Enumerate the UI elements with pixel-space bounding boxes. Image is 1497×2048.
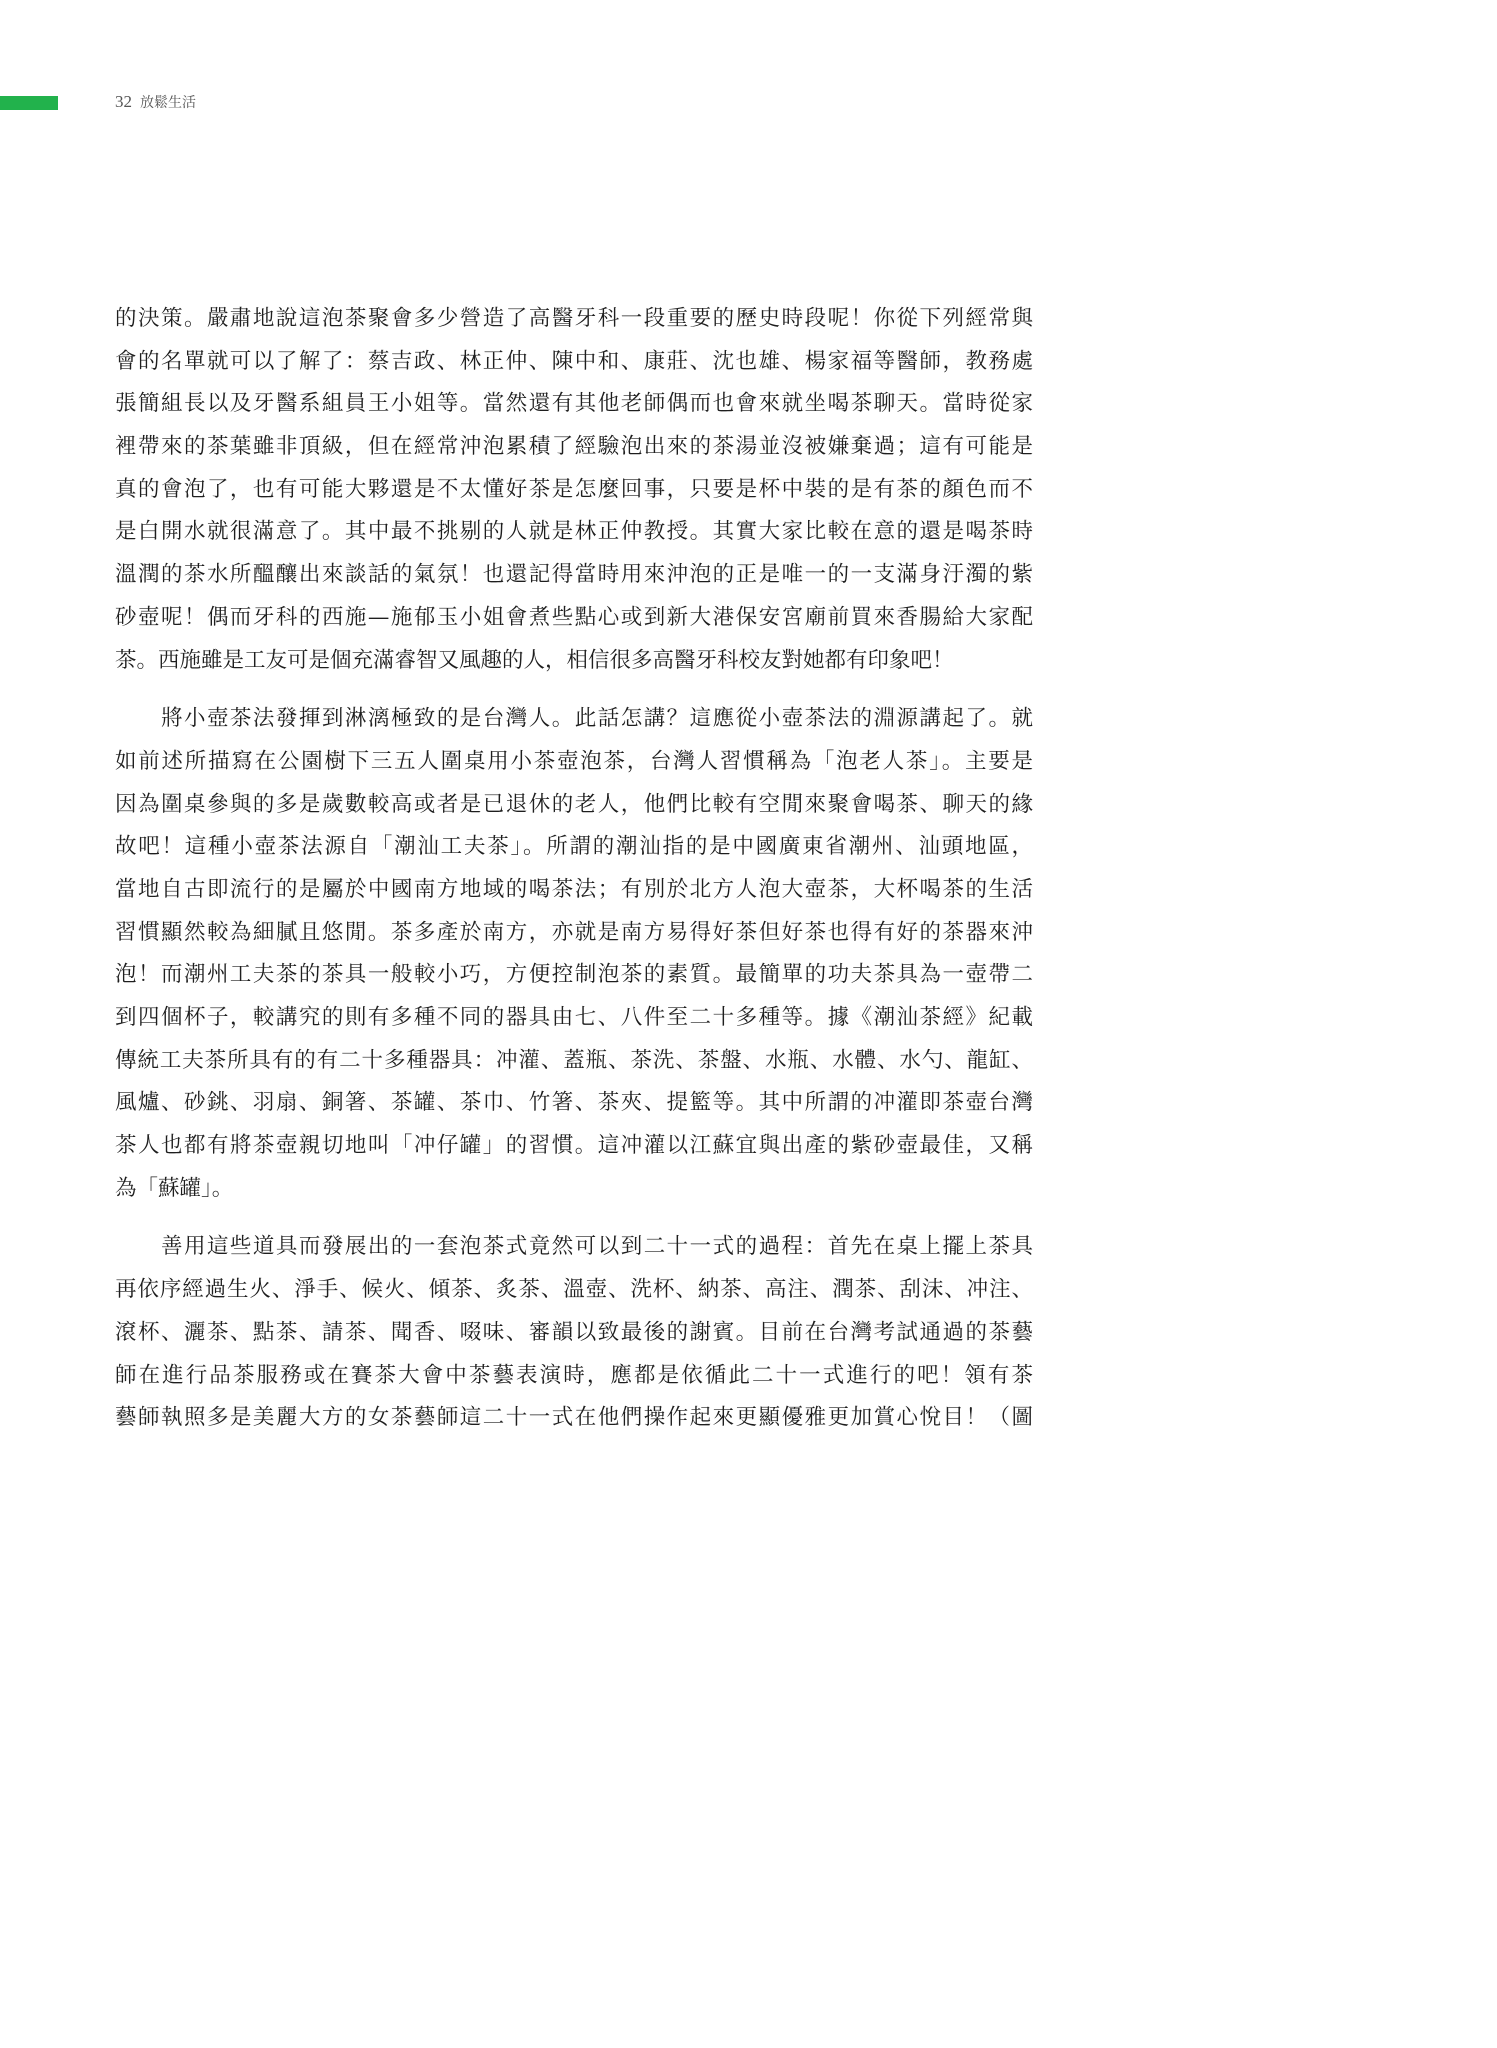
text-line: 是白開水就很滿意了。其中最不挑剔的人就是林正仲教授。其實大家比較在意的還是喝茶時 — [115, 519, 1033, 545]
text-line: 真的會泡了，也有可能大夥還是不太懂好茶是怎麼回事，只要是杯中裝的是有茶的顏色而不 — [115, 476, 1033, 502]
text-line: 滾杯、灑茶、點茶、請茶、聞香、啜味、審韻以致最後的謝賓。目前在台灣考試通過的茶藝 — [115, 1319, 1033, 1345]
text-line: 溫潤的茶水所醞釀出來談話的氣氛！也還記得當時用來沖泡的正是唯一的一支滿身汙濁的紫 — [115, 562, 1033, 588]
text-line: 如前述所描寫在公園樹下三五人圍桌用小茶壺泡茶，台灣人習慣稱為「泡老人茶」。主要是 — [115, 748, 1033, 774]
text-line: 張簡組長以及牙醫系組員王小姐等。當然還有其他老師偶而也會來就坐喝茶聊天。當時從家 — [115, 391, 1033, 417]
paragraph-1 — [115, 298, 1033, 682]
section-color-bar — [0, 96, 58, 110]
text-line: 傳統工夫茶所具有的有二十多種器具：冲灌、蓋瓶、茶洗、茶盤、水瓶、水體、水勺、龍缸、 — [115, 1047, 1033, 1073]
page-header — [115, 92, 196, 114]
text-line: 當地自古即流行的是屬於中國南方地域的喝茶法；有別於北方人泡大壺茶，大杯喝茶的生活 — [115, 876, 1033, 902]
text-line: 砂壺呢！偶而牙科的西施—施郁玉小姐會煮些點心或到新大港保安宮廟前買來香腸給大家配 — [115, 604, 1033, 630]
text-line: 茶人也都有將茶壺親切地叫「冲仔罐」的習慣。這冲灌以江蘇宜與出產的紫砂壺最佳，又稱 — [115, 1133, 1033, 1159]
running-title: 放鬆生活 — [140, 95, 196, 111]
text-line: 習慣顯然較為細膩且悠閒。茶多產於南方，亦就是南方易得好茶但好茶也得有好的茶器來沖 — [115, 919, 1033, 945]
text-line: 的決策。嚴肅地說這泡茶聚會多少營造了高醫牙科一段重要的歷史時段呢！你從下列經常與 — [115, 306, 1033, 331]
text-line: 茶。西施雖是工友可是個充滿睿智又風趣的人，相信很多高醫牙科校友對她都有印象吧！ — [115, 647, 954, 673]
text-line: 風爐、砂銚、羽扇、銅箸、茶罐、茶巾、竹箸、茶夾、提籃等。其中所謂的冲灌即茶壺台灣 — [115, 1090, 1033, 1116]
text-line: 因為圍桌參與的多是歲數較高或者是已退休的老人，他們比較有空閒來聚會喝茶、聊天的緣 — [115, 791, 1033, 817]
text-line: 藝師執照多是美麗大方的女茶藝師這二十一式在他們操作起來更顯優雅更加賞心悅目！（圖 — [115, 1405, 1033, 1431]
text-line: 善用這些道具而發展出的一套泡茶式竟然可以到二十一式的過程：首先在桌上擺上茶具 — [115, 1234, 1033, 1260]
text-line: 再依序經過生火、淨手、候火、傾茶、炙茶、溫壺、洗杯、納茶、高注、潤茶、刮沫、冲注、 — [115, 1277, 1033, 1303]
text-line: 為「蘇罐」。 — [115, 1175, 234, 1201]
paragraph-3 — [115, 1226, 1033, 1439]
text-line: 故吧！這種小壺茶法源自「潮汕工夫茶」。所謂的潮汕指的是中國廣東省潮州、汕頭地區， — [115, 834, 1033, 860]
text-line: 師在進行品茶服務或在賽茶大會中茶藝表演時，應都是依循此二十一式進行的吧！領有茶 — [115, 1362, 1033, 1388]
text-line: 裡帶來的茶葉雖非頂級，但在經常沖泡累積了經驗泡出來的茶湯並沒被嫌棄過；這有可能是 — [115, 434, 1033, 460]
text-line: 將小壺茶法發揮到淋漓極致的是台灣人。此話怎講？這應從小壺茶法的淵源講起了。就 — [115, 706, 1033, 732]
text-line: 到四個杯子，較講究的則有多種不同的器具由七、八件至二十多種等。據《潮汕茶經》紀載 — [115, 1005, 1033, 1030]
text-line: 泡！而潮州工夫茶的茶具一般較小巧，方便控制泡茶的素質。最簡單的功夫茶具為一壺帶二 — [115, 962, 1033, 988]
page-number: 32 — [115, 92, 132, 111]
text-line: 會的名單就可以了解了：蔡吉政、林正仲、陳中和、康莊、沈也雄、楊家福等醫師，教務處 — [115, 348, 1033, 374]
body-text — [115, 298, 1033, 1440]
paragraph-2 — [115, 698, 1033, 1210]
